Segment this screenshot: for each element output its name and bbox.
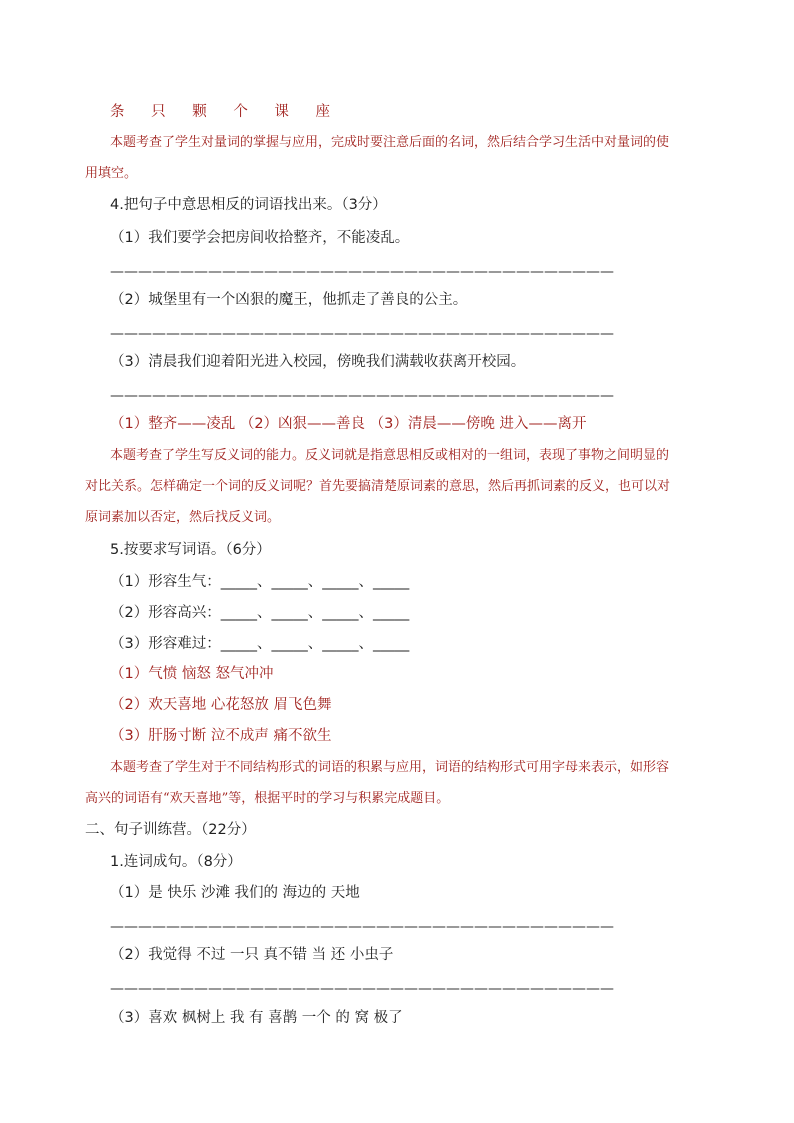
q5-item-1[interactable]: （1）形容生气：_____、_____、_____、_____ [110,574,410,590]
q4-sentence-3: （3）清晨我们迎着阳光进入校园，傍晚我们满载收获离开校园。 [110,354,526,370]
q4-answer-blank-1[interactable]: ———————————————————————————————————— [110,264,614,280]
q3-explanation-line-1: 本题考查了学生对量词的掌握与应用，完成时要注意后面的名词，然后结合学习生活中对量词的使 [110,135,670,150]
q4-title: 4.把句子中意思相反的词语找出来。（3分） [110,197,387,213]
q5-item-3[interactable]: （3）形容难过：_____、_____、_____、_____ [110,636,410,652]
q5-explanation-line-2: 高兴的词语有“欢天喜地”等，根据平时的学习与积累完成题目。 [85,791,450,806]
q5-answer-3: （3）肝肠寸断 泣不成声 痛不欲生 [110,728,332,744]
section-2-title: 二、句子训练营。（22分） [85,822,256,838]
q5-answer-1: （1）气愤 恼怒 怒气冲冲 [110,666,274,682]
section-2-q1-title: 1.连词成句。（8分） [110,854,242,870]
section-2-q1-sentence-3: （3）喜欢 枫树上 我 有 喜鹊 一个 的 窝 极了 [110,1010,403,1026]
q4-answer-blank-3[interactable]: ———————————————————————————————————— [110,388,614,404]
q3-answer: 条 只 颗 个 课 座 [110,104,342,120]
q5-title: 5.按要求写词语。（6分） [110,542,271,558]
section-2-q1-blank-1[interactable]: ———————————————————————————————————— [110,919,614,935]
q4-explanation-line-3: 原词素加以否定，然后找反义词。 [85,510,281,525]
q5-item-2[interactable]: （2）形容高兴：_____、_____、_____、_____ [110,605,410,621]
section-2-q1-sentence-1: （1）是 快乐 沙滩 我们的 海边的 天地 [110,885,360,901]
section-2-q1-blank-2[interactable]: ———————————————————————————————————— [110,981,614,997]
q4-answer-blank-2[interactable]: ———————————————————————————————————— [110,326,614,342]
q3-explanation-line-2: 用填空。 [85,166,138,181]
q4-explanation-line-1: 本题考查了学生写反义词的能力。反义词就是指意思相反或相对的一组词，表现了事物之间明显的 [110,448,670,463]
q4-answer: （1）整齐——凌乱 （2）凶狠——善良 （3）清晨——傍晚 进入——离开 [110,416,587,432]
q5-explanation-line-1: 本题考查了学生对于不同结构形式的词语的积累与应用，词语的结构形式可用字母来表示，如形容 [110,760,670,775]
q4-explanation-line-2: 对比关系。怎样确定一个词的反义词呢？首先要搞清楚原词素的意思，然后再抓词素的反义，也可以对 [85,479,671,494]
q4-sentence-2: （2）城堡里有一个凶狠的魔王，他抓走了善良的公主。 [110,292,468,308]
section-2-q1-sentence-2: （2）我觉得 不过 一只 真不错 当 还 小虫子 [110,947,394,963]
q5-answer-2: （2）欢天喜地 心花怒放 眉飞色舞 [110,697,332,713]
q4-sentence-1: （1）我们要学会把房间收拾整齐，不能凌乱。 [110,230,410,246]
